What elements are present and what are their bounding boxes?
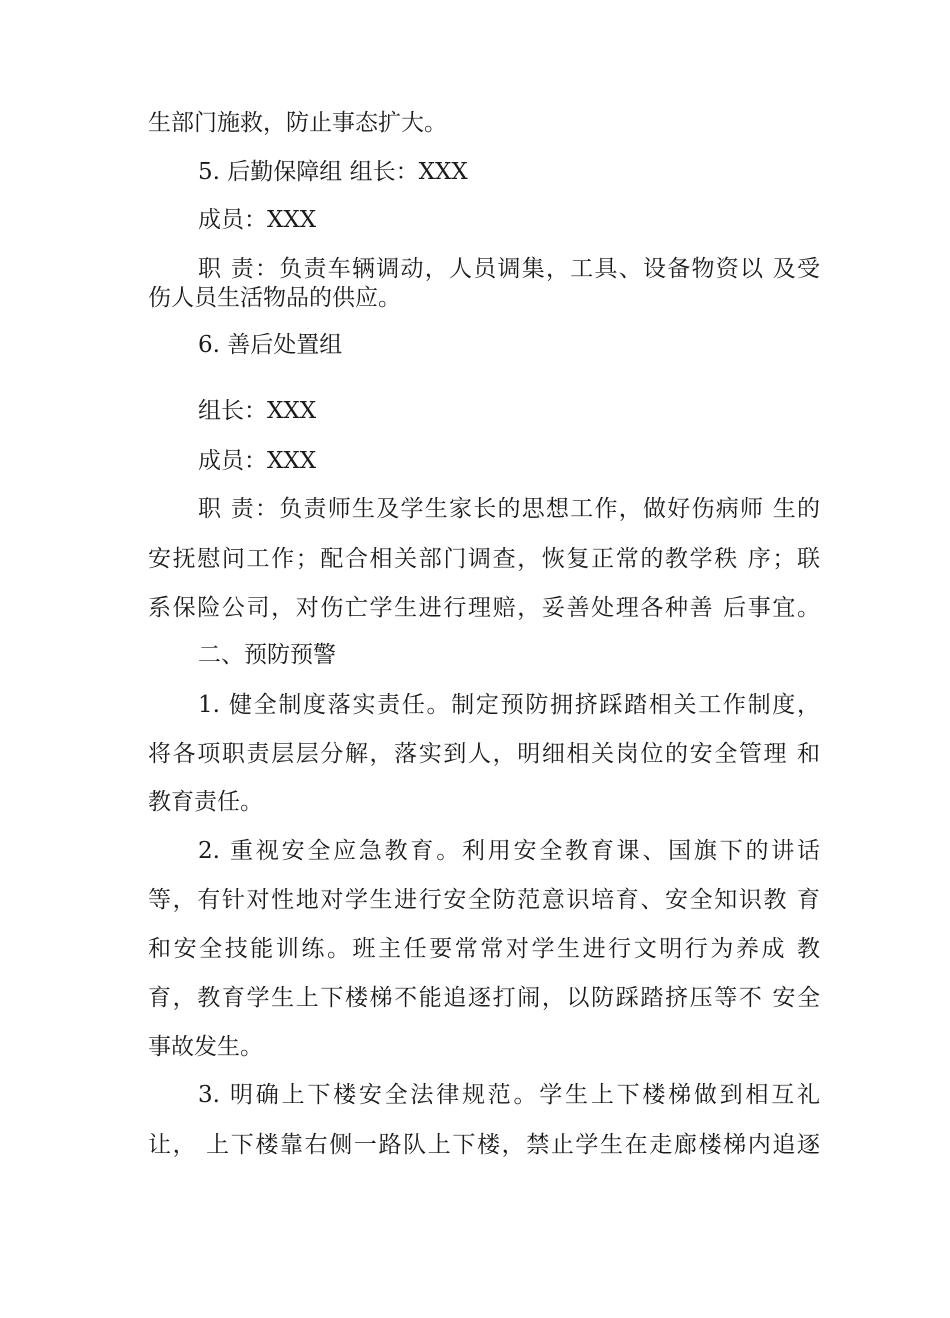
paragraph-line: 组长：XXX <box>198 398 317 424</box>
section-heading: 二、预防预警 <box>198 642 336 668</box>
paragraph-line: 1. 健全制度落实责任。制定预防拥挤踩踏相关工作制度， <box>198 692 820 718</box>
paragraph-line: 安抚慰问工作；配合相关部门调查，恢复正常的教学秩 序；联 <box>148 546 820 572</box>
paragraph-line: 成员：XXX <box>198 207 317 233</box>
paragraph-line: 让， 上下楼靠右侧一路队上下楼，禁止学生在走廊楼梯内追逐 <box>148 1132 820 1158</box>
paragraph-line: 2. 重视安全应急教育。利用安全教育课、国旗下的讲话 <box>198 838 820 864</box>
paragraph-line: 和安全技能训练。班主任要常常对学生进行文明行为养成 教 <box>148 936 820 962</box>
paragraph-line: 事故发生。 <box>148 1034 263 1060</box>
paragraph-line: 生部门施救，防止事态扩大。 <box>148 110 447 136</box>
paragraph-line: 将各项职责层层分解，落实到人，明细相关岗位的安全管理 和 <box>148 741 820 767</box>
paragraph-line: 成员：XXX <box>198 448 317 474</box>
section-heading: 5. 后勤保障组 组长：XXX <box>198 159 468 185</box>
section-heading: 6. 善后处置组 <box>198 332 343 358</box>
paragraph-line: 育，教育学生上下楼梯不能追逐打闹，以防踩踏挤压等不 安全 <box>148 985 820 1011</box>
paragraph-line: 伤人员生活物品的供应。 <box>148 285 401 311</box>
paragraph-line: 职 责：负责师生及学生家长的思想工作，做好伤病师 生的 <box>198 496 820 522</box>
paragraph-line: 职 责：负责车辆调动，人员调集，工具、设备物资以 及受 <box>198 256 820 282</box>
paragraph-line: 教育责任。 <box>148 789 263 815</box>
paragraph-line: 系保险公司，对伤亡学生进行理赔，妥善处理各种善 后事宜。 <box>148 595 820 621</box>
paragraph-line: 3. 明确上下楼安全法律规范。学生上下楼梯做到相互礼 <box>198 1082 820 1108</box>
paragraph-line: 等，有针对性地对学生进行安全防范意识培育、安全知识教 育 <box>148 887 820 913</box>
